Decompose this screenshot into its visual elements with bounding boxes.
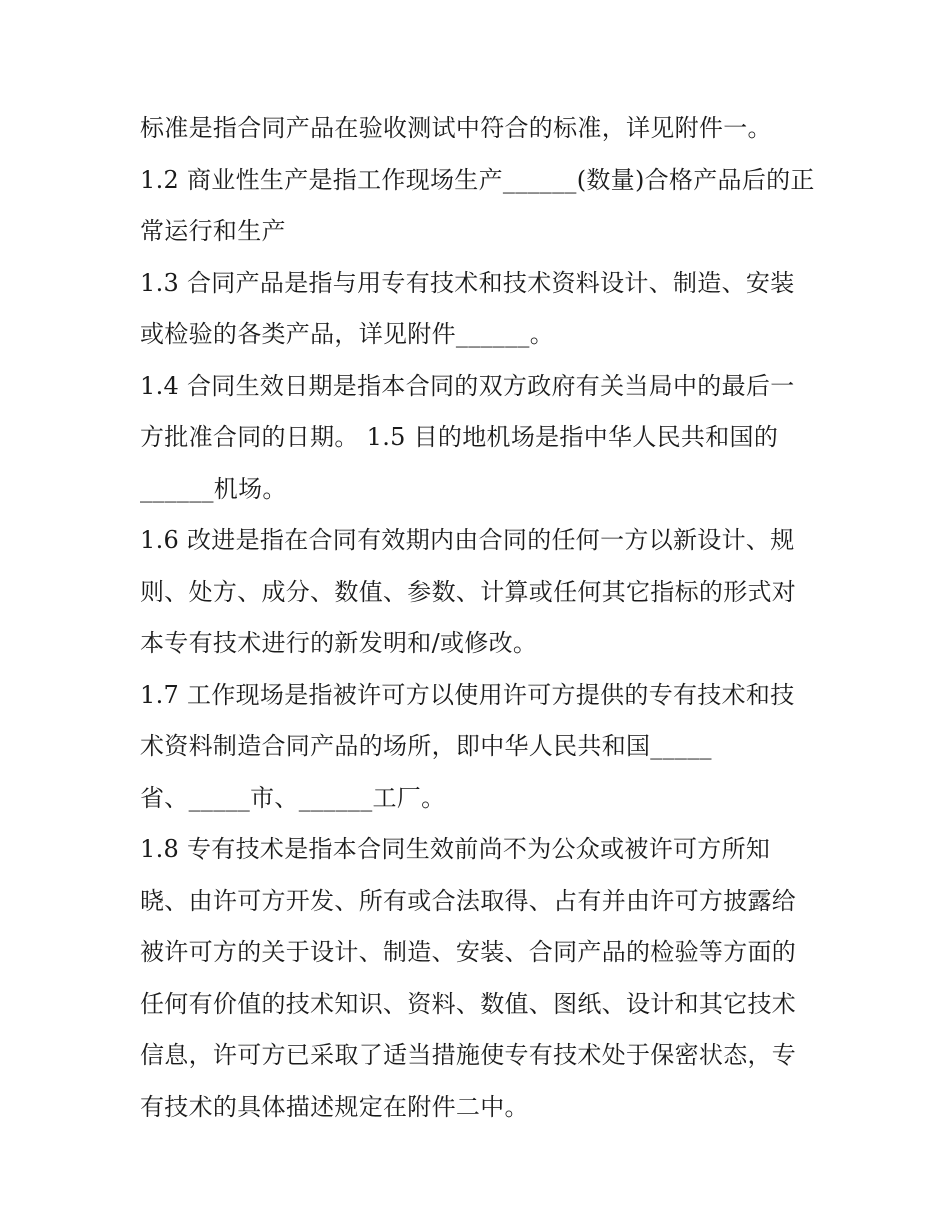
text-line: 方批准合同的日期。 1.5 目的地机场是指中华人民共和国的 [140, 423, 779, 451]
text-line: 则、处方、成分、数值、参数、计算或任何其它指标的形式对 [140, 577, 797, 606]
document-body [140, 103, 820, 1133]
text-line: 被许可方的关于设计、制造、安装、合同产品的检验等方面的 [140, 938, 797, 966]
text-line: 常运行和生产 [140, 217, 286, 245]
text-line: 有技术的具体描述规定在附件二中。 [140, 1092, 529, 1121]
text-line: 术资料制造合同产品的场所，即中华人民共和国_____ [140, 732, 712, 760]
text-line: 1.8 专有技术是指本合同生效前尚不为公众或被许可方所知 [140, 835, 771, 863]
text-line: 省、_____市、______工厂。 [140, 783, 446, 812]
text-line: 信息，许可方已采取了适当措施使专有技术处于保密状态，专 [140, 1041, 797, 1069]
text-line: ______机场。 [140, 474, 287, 503]
text-line: 任何有价值的技术知识、资料、数值、图纸、设计和其它技术 [140, 989, 797, 1018]
text-line: 1.2 商业性生产是指工作现场生产______(数量)合格产品后的正 [140, 165, 815, 194]
text-line: 1.7 工作现场是指被许可方以使用许可方提供的专有技术和技 [140, 680, 795, 709]
text-line: 晓、由许可方开发、所有或合法取得、占有并由许可方披露给 [140, 886, 797, 915]
text-line: 标准是指合同产品在验收测试中符合的标准，详见附件一。 [140, 114, 772, 142]
text-line: 1.3 合同产品是指与用专有技术和技术资料设计、制造、安装 [140, 268, 795, 297]
text-line: 本专有技术进行的新发明和/或修改。 [140, 629, 538, 657]
text-line: 或检验的各类产品，详见附件______。 [140, 320, 554, 348]
text-line: 1.4 合同生效日期是指本合同的双方政府有关当局中的最后一 [140, 371, 795, 400]
text-line: 1.6 改进是指在合同有效期内由合同的任何一方以新设计、规 [140, 526, 795, 554]
